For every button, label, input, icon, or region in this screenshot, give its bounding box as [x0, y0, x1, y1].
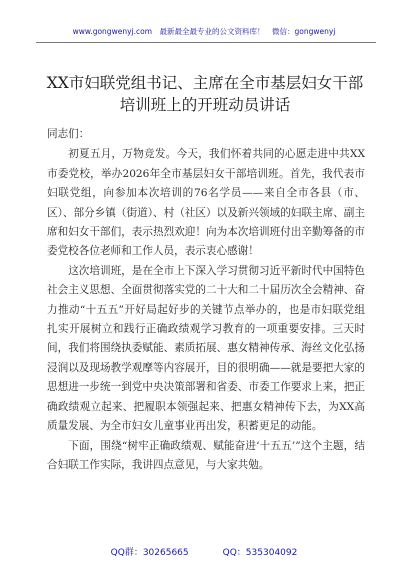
paragraph-3: 下面，围绕“树牢正确政绩观、赋能奋进‘十五五’”这个主题，结合妇联工作实际，我讲四点意见，与大家共勉。: [47, 439, 365, 471]
header-divider: [36, 42, 376, 43]
paragraph-1: 初夏五月，万物竞发。今天，我们怀着共同的心愿走进中共XX市委党校，举办2026年全市基层妇女干部培训班。首先，我代表市妇联党组，向参加本次培训的76名学员——来自全市各县（市、区）、部分乡镇（街道）、村（社区）以及新兴领域的妇联主席、副主席和妇女干部们，表示热烈欢迎！向为本次培训班付出辛勤筹备的市委党校各位老师和工作人员，表示衷心感谢！: [47, 148, 365, 258]
qq-number: QQ：535304092: [222, 548, 298, 558]
salutation: 同志们：: [47, 128, 90, 140]
document-title: XX市妇联党组书记、主席在全市基层妇女干部培训班上的开班动员讲话: [46, 74, 364, 114]
paragraph-2: 这次培训班，是在全市上下深入学习贯彻习近平新时代中国特色社会主义思想、全面贯彻落实党的二十大和二十届历次全会精神、奋力推动“十五五”开好局起好步的关键节点举办的，也是市妇联党组扎实开展树立和践行正确政绩观学习教育的一项重要安排。三天时间，我们将围绕执委赋能、素质拓展、惠女精神传承、海丝文化弘扬浸润以及现场教学观摩等内容展开，目的很明确——就是要把大家的思想进一步统一到党中央决策部署和省委、市委工作要求上来，把正确政绩观立起来、把履职本领强起来、把惠女精神传下去，为XX高质量发展、为全市妇女儿童事业再出发，积蓄更足的动能。: [47, 264, 365, 433]
site-footer: [0, 545, 408, 558]
site-header: www.gongwenyj.com 最新最全最专业的公文资料库！ 微信：gongwenyj: [72, 27, 336, 36]
qq-group: QQ群：30265665: [110, 548, 189, 558]
document-body: [47, 125, 365, 475]
